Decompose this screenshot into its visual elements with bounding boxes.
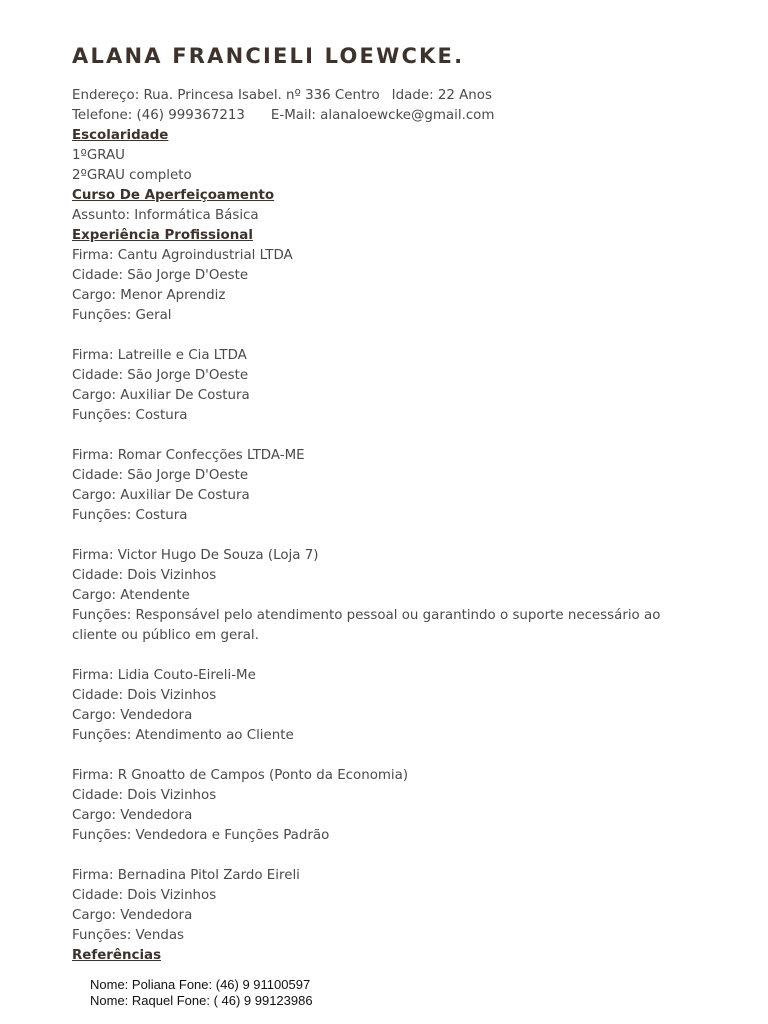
spacer	[72, 326, 712, 346]
email-text: E-Mail: alanaloewcke@gmail.com	[270, 108, 495, 123]
job-entry	[72, 446, 712, 526]
reference-item: Nome: Raquel Fone: ( 46) 9 99123986	[90, 993, 313, 1008]
job-role: Cargo: Vendedora	[72, 708, 193, 723]
resume-body	[72, 86, 712, 966]
references-list	[90, 977, 313, 1009]
job-firm: Firma: Latreille e Cia LTDA	[72, 348, 247, 363]
job-entry	[72, 346, 712, 426]
job-entry	[72, 666, 712, 746]
education-item: 1ºGRAU	[72, 148, 125, 163]
job-duties: Funções: Atendimento ao Cliente	[72, 728, 294, 743]
job-role: Cargo: Auxiliar De Costura	[72, 488, 250, 503]
job-role: Cargo: Auxiliar De Costura	[72, 388, 250, 403]
job-entry	[72, 246, 712, 326]
job-city: Cidade: Dois Vizinhos	[72, 888, 217, 903]
job-city: Cidade: Dois Vizinhos	[72, 688, 217, 703]
page-title: ALANA FRANCIELI LOEWCKE.	[72, 44, 465, 68]
course-subject: Assunto: Informática Básica	[72, 208, 259, 223]
job-role: Cargo: Atendente	[72, 588, 190, 603]
spacer	[72, 746, 712, 766]
job-duties: Funções: Responsável pelo atendimento pessoal ou garantindo o suporte necessário ao cliente ou público em geral.	[72, 608, 661, 643]
phone-text: Telefone: (46) 999367213	[72, 108, 245, 123]
job-city: Cidade: São Jorge D'Oeste	[72, 368, 249, 383]
job-duties: Funções: Costura	[72, 508, 188, 523]
references-heading: Referências	[72, 948, 162, 963]
job-firm: Firma: Victor Hugo De Souza (Loja 7)	[72, 548, 319, 563]
address-row	[72, 86, 712, 106]
job-duties: Funções: Geral	[72, 308, 172, 323]
education-item: 2ºGRAU completo	[72, 168, 192, 183]
spacer	[72, 646, 712, 666]
contact-row	[72, 106, 712, 126]
spacer	[72, 526, 712, 546]
spacer	[72, 846, 712, 866]
job-role: Cargo: Vendedora	[72, 908, 193, 923]
job-firm: Firma: Bernadina Pitol Zardo Eireli	[72, 868, 300, 883]
education-heading: Escolaridade	[72, 128, 169, 143]
experience-heading: Experiência Profissional	[72, 228, 253, 243]
job-role: Cargo: Vendedora	[72, 808, 193, 823]
job-firm: Firma: Lidia Couto-Eireli-Me	[72, 668, 256, 683]
job-city: Cidade: Dois Vizinhos	[72, 788, 217, 803]
job-city: Cidade: São Jorge D'Oeste	[72, 268, 249, 283]
job-duties: Funções: Vendedora e Funções Padrão	[72, 828, 330, 843]
spacer	[72, 426, 712, 446]
job-city: Cidade: São Jorge D'Oeste	[72, 468, 249, 483]
course-heading: Curso De Aperfeiçoamento	[72, 188, 275, 203]
reference-item: Nome: Poliana Fone: (46) 9 91100597	[90, 977, 311, 992]
job-city: Cidade: Dois Vizinhos	[72, 568, 217, 583]
job-entry	[72, 546, 712, 646]
job-firm: Firma: Romar Confecções LTDA-ME	[72, 448, 305, 463]
age-text: Idade: 22 Anos	[391, 88, 492, 103]
job-duties: Funções: Vendas	[72, 928, 185, 943]
job-firm: Firma: Cantu Agroindustrial LTDA	[72, 248, 293, 263]
address-text: Endereço: Rua. Princesa Isabel. nº 336 Centro	[72, 88, 380, 103]
job-firm: Firma: R Gnoatto de Campos (Ponto da Economia)	[72, 768, 409, 783]
job-duties: Funções: Costura	[72, 408, 188, 423]
job-role: Cargo: Menor Aprendiz	[72, 288, 226, 303]
job-entry	[72, 866, 712, 946]
job-entry	[72, 766, 712, 846]
